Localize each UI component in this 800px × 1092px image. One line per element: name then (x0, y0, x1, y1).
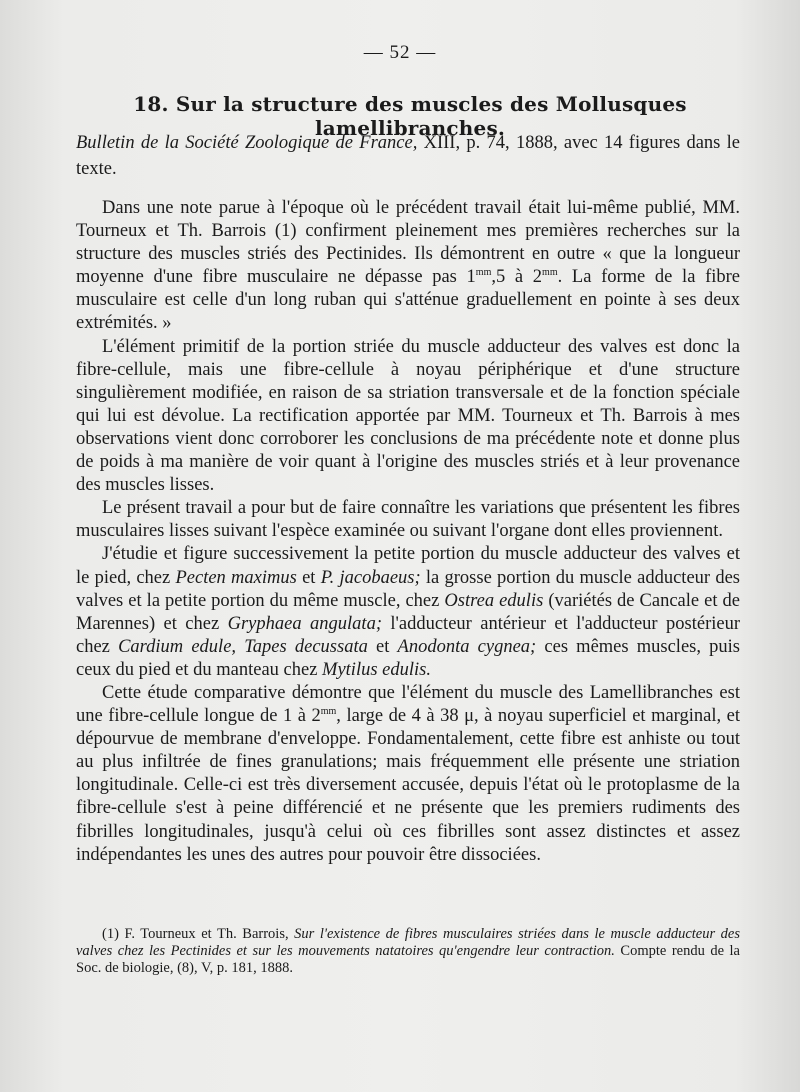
paragraph-4-text: et (367, 636, 398, 657)
reference-details: XIII, p. 74, 1888, avec 14 figures dans le texte. (76, 133, 741, 179)
paragraph-4-text: J'étudie et figure successivement la petite portion du muscle adducteur des valves et le pied, chez (76, 544, 740, 588)
paragraph-5-text-a: Cette étude comparative démontre que l'élément du muscle des Lamellibranches est une fibre-cellule longue de 1 à 2 (76, 682, 740, 727)
footnote-article-title: Sur l'existence de fibres musculaires striées dans le muscle adducteur des valves chez les Pectinides et sur les mouvements natatoires qu'engendre leur contraction. (76, 926, 740, 959)
species-name: Anodonta cygnea; (397, 636, 537, 657)
paragraph-4-text: la grosse portion du muscle adducteur des valves et la petite portion du même muscle, chez (76, 567, 740, 611)
paragraph-1-text-c: . La forme de la fibre musculaire est celle d'un long ruban qui s'atténue graduellement en pointe à ses deux extrémités. » (76, 267, 741, 334)
unit-superscript: mm (542, 267, 558, 279)
paragraph-4-text (236, 637, 244, 657)
paragraph-4-text: l'adducteur antérieur et l'adducteur postérieur chez (76, 613, 740, 657)
paragraph-1 (76, 197, 740, 336)
paragraph-4-text: ces mêmes muscles, puis ceux du pied et du manteau chez (76, 636, 740, 680)
bibliographic-reference (76, 130, 740, 182)
footnote (76, 926, 740, 977)
paragraph-2: L'élément primitif de la portion striée du muscle adducteur des valves est donc la fibre-cellule, mais une fibre-cellule à noyau périphérique et d'une structure singulièrement modifiée, en raison de sa striation transversale et de la fonction spéciale qui lui est dévolue. La rectification apportée par MM. Tourneux et Th. Barrois à mes observations vient donc corroborer les conclusions de ma précédente note et donne plus de poids à ma manière de voir quant à l'origine des muscles striés et à leur provenance des muscles lisses. (76, 336, 740, 496)
species-name: Pecten maximus (175, 567, 297, 588)
paragraph-4 (76, 543, 740, 682)
species-name: Gryphaea angulata; (227, 613, 382, 634)
paragraph-4-text: et (296, 567, 321, 588)
body-text (76, 197, 740, 867)
species-name: Ostrea edulis (444, 590, 544, 611)
species-name: Mytilus edulis. (322, 659, 431, 680)
footnote-source: Compte rendu de la Soc. de biologie, (8), V, p. 181, 1888. (76, 943, 740, 976)
species-name: Cardium edule, (118, 636, 237, 657)
species-name: Tapes decussata (244, 636, 368, 657)
paragraph-1-text-b: ,5 à 2 (491, 267, 543, 288)
unit-superscript: mm (475, 267, 492, 279)
page-number: — 52 — (363, 42, 437, 63)
paragraph-3: Le présent travail a pour but de faire connaître les variations que présentent les fibres musculaires lisses suivant l'espèce examinée ou suivant l'organe dont elles proviennent. (76, 498, 740, 542)
species-name: P. jacobaeus; (320, 567, 421, 588)
paragraph-4-text: (variétés de Cancale et de Marennes) et chez (76, 590, 740, 634)
article-title: 18. Sur la structure des muscles des Mollusques lamellibranches. (133, 92, 687, 140)
paragraph-1-text-a: Dans une note parue à l'époque où le précédent travail était lui-même publié, MM. Tourneux et Th. Barrois (1) confirment pleinement mes premières recherches sur la structure des muscles striés des Pectinides. Ils démontrent en outre « que la longueur moyenne d'une fibre musculaire ne dépasse pas 1 (76, 198, 740, 288)
journal-name: Bulletin de la Société Zoologique de France, (76, 133, 418, 153)
paragraph-5-text-b: , large de 4 à 38 μ, à noyau superficiel et marginal, et dépourvue de membrane d'enveloppe. Fondamentalement, cette fibre est anhiste ou tout au plus infiltrée de fines granulations; mais fréquemment elle présente une striation longitudinale. Celle-ci est très diversement accusée, depuis l'état où le protoplasme de la fibre-cellule s'est à peine différencié et ne présente que les premiers rudiments des fibrilles longitudinales, jusqu'à celui où ces fibrilles sont assez distinctes et assez indépendantes les unes des autres pour pouvoir être dissociées. (76, 706, 740, 865)
footnote-authors: (1) F. Tourneux et Th. Barrois, (102, 926, 295, 942)
unit-superscript: mm (320, 705, 337, 717)
paragraph-5 (76, 682, 740, 867)
